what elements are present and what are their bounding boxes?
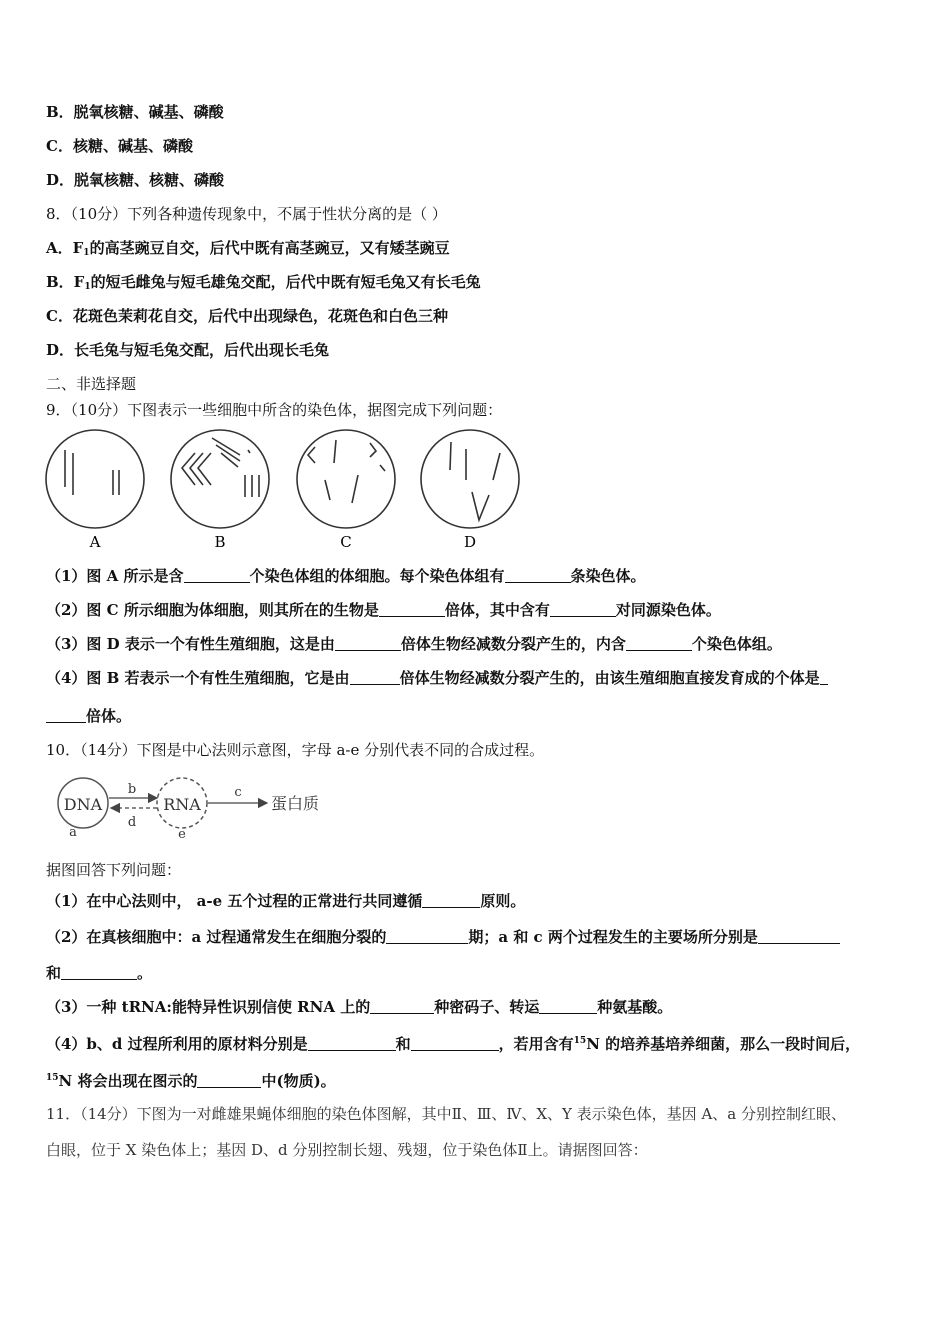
answer-blank[interactable] (422, 892, 480, 908)
q11-stem-line2: 白眼，位于 X 染色体上；基因 D、d 分别控制长翅、残翅，位于染色体Ⅱ上。请据图回答： (46, 1141, 648, 1159)
section-heading: 二、非选择题 (46, 375, 137, 393)
cell-c-icon (297, 430, 395, 528)
rna-label: RNA (163, 795, 201, 814)
process-e-label: e (178, 827, 186, 840)
q11-stem-line1: 11．（14分）下图为一对雌雄果蝇体细胞的染色体图解，其中Ⅱ、Ⅲ、Ⅳ、X、Y 表示染色体，基因 A、a 分别控制红眼、 (46, 1105, 846, 1123)
cell-d-icon (421, 430, 519, 528)
cell-b-icon (171, 430, 269, 528)
answer-blank[interactable] (61, 964, 137, 980)
q7-option-c: C．核糖、碱基、磷酸 (46, 137, 193, 155)
chromosome-figure (40, 425, 530, 555)
q9-stem: 9．（10分）下图表示一些细胞中所含的染色体，据图完成下列问题： (46, 401, 503, 419)
process-b-label: b (127, 782, 137, 797)
answer-blank[interactable] (505, 567, 571, 583)
central-dogma-figure (45, 768, 345, 840)
q8-option-b: B．$F_1$的短毛雌兔与短毛雄兔交配，后代中既有短毛兔又有长毛兔 (46, 273, 481, 292)
q8-option-a: A．$F_1$的高茎豌豆自交，后代中既有高茎豌豆，又有矮茎豌豆 (46, 239, 450, 258)
q9-part4-cont: 倍体。 (46, 706, 131, 726)
q8-option-c: C．花斑色茉莉花自交，后代中出现绿色，花斑色和白色三种 (46, 307, 448, 325)
q9-part4: （4）图 B 若表示一个有性生殖细胞，它是由 倍体生物经减数分裂产生的，由该生殖细胞直接发育成的个体是 (46, 668, 828, 688)
q10-part4: （4）b、d 过程所利用的原材料分别是 和 ，若用含有$^{15}$N 的培养基培养细菌，那么一段时间后， (46, 1035, 861, 1053)
answer-blank[interactable] (370, 998, 434, 1014)
answer-blank[interactable] (758, 928, 840, 944)
q10-part2-cont: 和 。 (46, 964, 153, 982)
answer-blank[interactable] (539, 998, 597, 1014)
answer-blank[interactable] (46, 707, 86, 723)
answer-blank[interactable] (550, 601, 616, 617)
cell-a-icon (46, 430, 144, 528)
q8-stem: 8．（10分）下列各种遗传现象中，不属于性状分离的是（ ） (46, 205, 447, 223)
answer-blank[interactable] (350, 669, 400, 685)
protein-label: 蛋白质 (271, 794, 320, 813)
answer-blank[interactable] (379, 601, 445, 617)
q9-part3: （3）图 D 表示一个有性生殖细胞，这是由 倍体生物经减数分裂产生的，内含 个染色体组。 (46, 635, 782, 653)
answer-blank[interactable] (197, 1072, 261, 1088)
cell-label-a: A (89, 533, 101, 551)
process-a-label: a (69, 825, 77, 840)
cell-label-b: B (214, 533, 226, 551)
q10-part3: （3）一种 tRNA:能特异性识别信使 RNA 上的 种密码子、转运 种氨基酸。 (46, 998, 673, 1016)
q10-stem: 10．（14分）下图是中心法则示意图，字母 a-e 分别代表不同的合成过程。 (46, 741, 545, 759)
answer-blank[interactable] (386, 928, 468, 944)
q9-part2: （2）图 C 所示细胞为体细胞，则其所在的生物是 倍体，其中含有 对同源染色体。 (46, 601, 721, 619)
answer-blank[interactable] (335, 635, 401, 651)
answer-blank[interactable] (820, 669, 828, 685)
q10-part2: （2）在真核细胞中：a 过程通常发生在细胞分裂的 期；a 和 c 两个过程发生的主要场所分别是 (46, 927, 840, 947)
cell-label-d: D (463, 533, 477, 551)
q7-option-d: D．脱氧核糖、核糖、磷酸 (46, 171, 225, 189)
q9-part1: （1）图 A 所示是含 个染色体组的体细胞。每个染色体组有 条染色体。 (46, 567, 646, 585)
q8-option-d: D．长毛兔与短毛兔交配，后代出现长毛兔 (46, 341, 330, 359)
q10-part4-cont: $^{15}$N 将会出现在图示的 中(物质)。 (46, 1072, 336, 1090)
process-c-label: c (234, 785, 242, 800)
process-d-label: d (127, 815, 137, 830)
answer-blank[interactable] (626, 635, 692, 651)
answer-blank[interactable] (184, 567, 250, 583)
q10-lead: 据图回答下列问题： (46, 861, 182, 879)
answer-blank[interactable] (308, 1035, 396, 1051)
cell-label-c: C (340, 533, 352, 551)
q10-part1: （1）在中心法则中， a-e 五个过程的正常进行共同遵循 原则。 (46, 892, 526, 910)
dna-label: DNA (63, 795, 103, 814)
answer-blank[interactable] (411, 1035, 499, 1051)
q7-option-b: B．脱氧核糖、碱基、磷酸 (46, 103, 224, 121)
